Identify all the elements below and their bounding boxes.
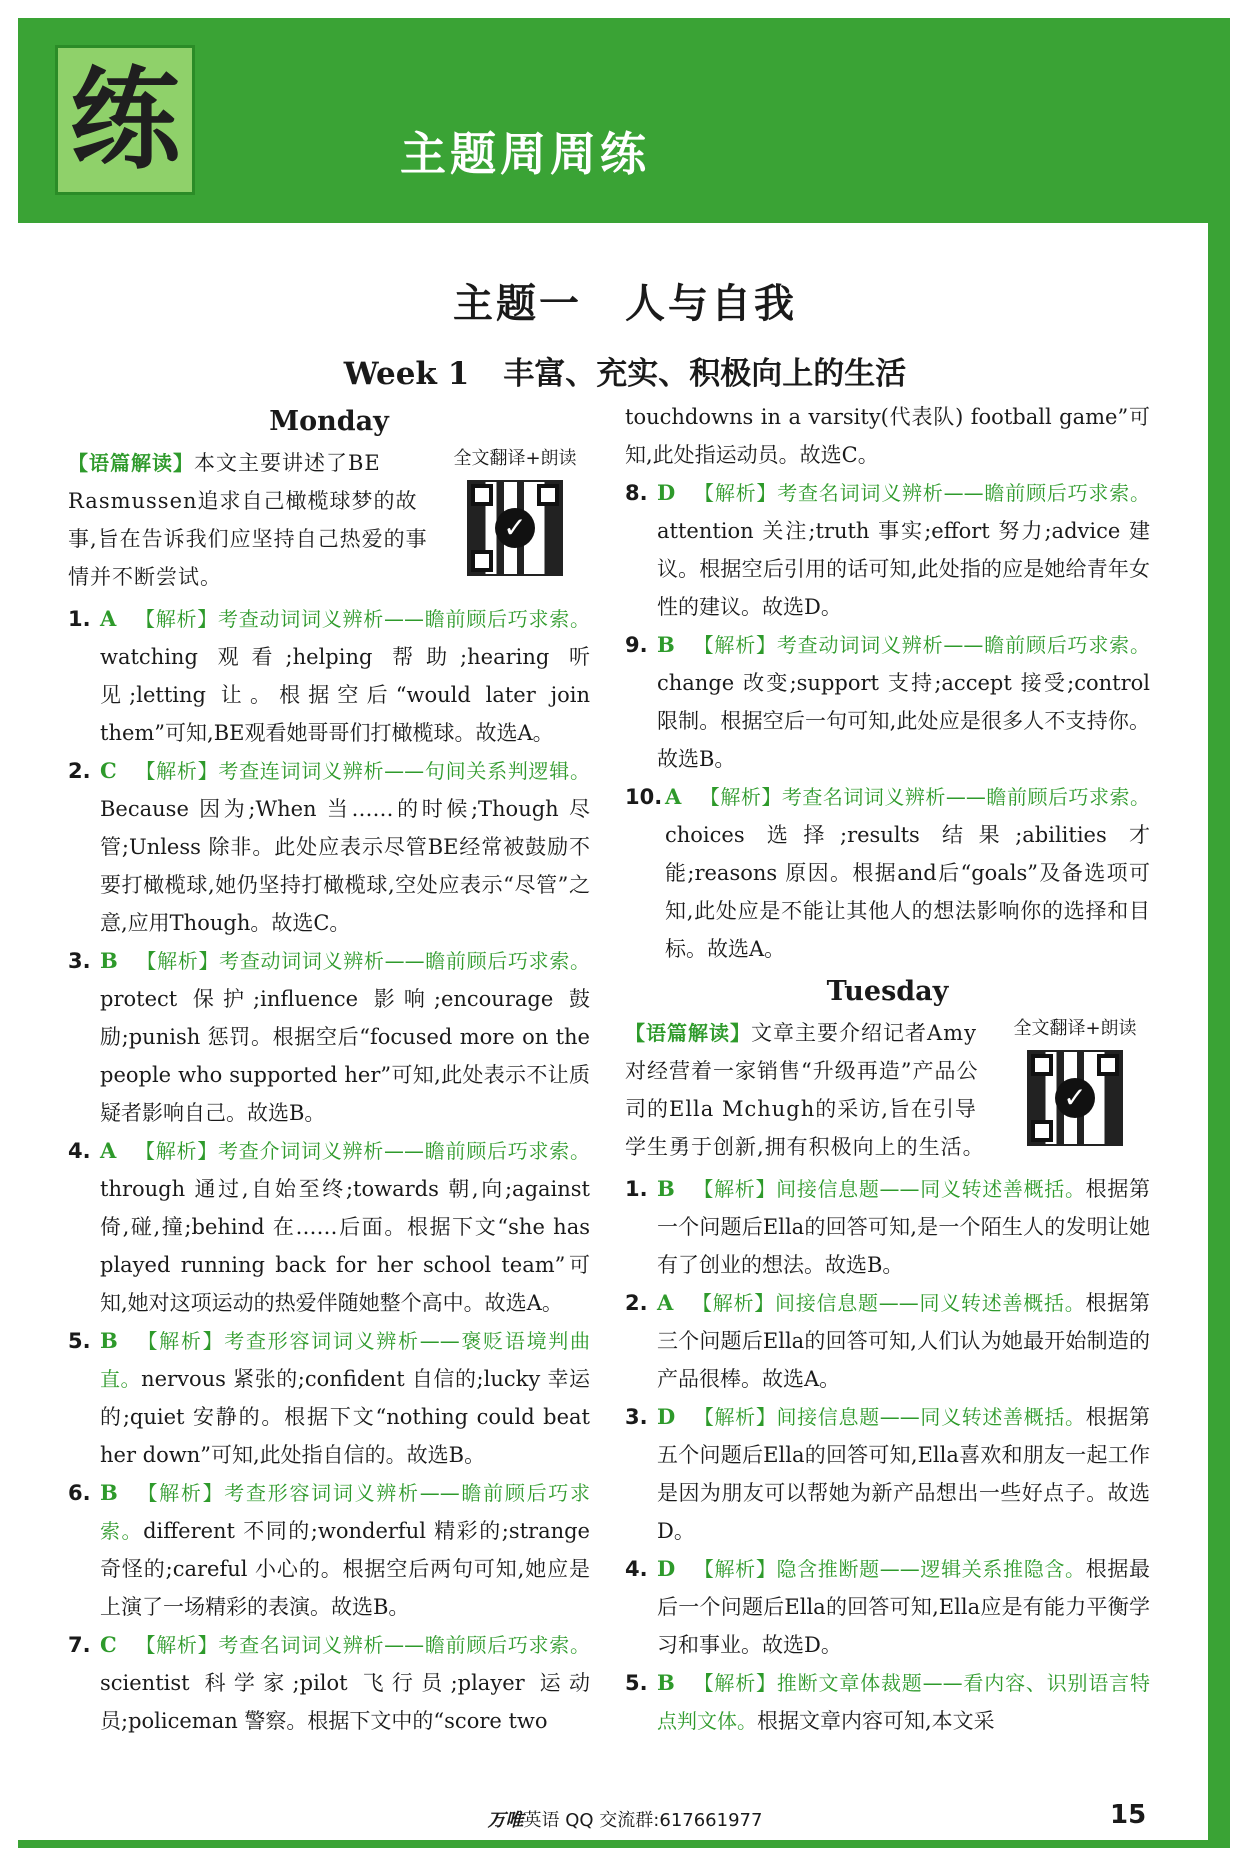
monday-heading: Monday bbox=[269, 406, 389, 437]
qr-finder-icon bbox=[1031, 1054, 1053, 1076]
item-answer: C bbox=[100, 1632, 117, 1657]
qr-code-icon[interactable] bbox=[467, 480, 563, 576]
qr-label: 全文翻译+朗读 bbox=[453, 448, 577, 469]
item-tip: 【解析】考查名词词义辨析——瞻前顾后巧求索。 bbox=[699, 785, 1150, 809]
intro-tag: 【语篇解读】 bbox=[68, 451, 194, 475]
item-text: different 不同的;wonderful 精彩的;strange 奇怪的;careful 小心的。根据空后两句可知,她应是上演了一场精彩的表演。故选B。 bbox=[100, 1519, 590, 1619]
item-number: 7. bbox=[68, 1633, 91, 1657]
item-tip: 【解析】考查介词词义辨析——瞻前顾后巧求索。 bbox=[134, 1139, 590, 1163]
right-column bbox=[625, 398, 1150, 1740]
item-tip: 【解析】考查动词词义辨析——瞻前顾后巧求索。 bbox=[134, 607, 590, 631]
item-answer: D bbox=[657, 480, 676, 505]
item-tip: 【解析】考查动词词义辨析——瞻前顾后巧求索。 bbox=[692, 633, 1150, 657]
item-answer: B bbox=[657, 1670, 675, 1695]
intro-body: 本文主要讲述了BE Rasmussen追求自己橄榄球梦的故事,旨在告诉我们应坚持自己热爱的事情并不断尝试。 bbox=[68, 451, 428, 589]
item-text: 根据文章内容可知,本文采 bbox=[757, 1709, 995, 1733]
qr-label: 全文翻译+朗读 bbox=[1013, 1018, 1137, 1039]
item-answer: B bbox=[657, 632, 675, 657]
item-number: 6. bbox=[68, 1481, 91, 1505]
qr-finder-icon bbox=[1031, 1120, 1053, 1142]
monday-intro bbox=[68, 444, 590, 600]
practice-logo bbox=[55, 45, 195, 195]
answer-item bbox=[625, 778, 1150, 968]
answer-item bbox=[625, 1398, 1150, 1550]
answer-item bbox=[68, 1322, 590, 1474]
item-number: 1. bbox=[625, 1177, 648, 1201]
item-number: 8. bbox=[625, 481, 648, 505]
check-icon: ✓ bbox=[495, 508, 535, 548]
footer-text: 英语 QQ 交流群:617661977 bbox=[523, 1810, 763, 1831]
item-tip: 【解析】考查连词词义辨析——句间关系判逻辑。 bbox=[134, 759, 590, 783]
theme-title: 主题一 人与自我 bbox=[453, 281, 797, 327]
qr-finder-icon bbox=[471, 484, 493, 506]
item-body bbox=[657, 626, 1150, 778]
item-answer: C bbox=[100, 758, 117, 783]
item-tip: 【解析】考查名词词义辨析——瞻前顾后巧求索。 bbox=[693, 481, 1150, 505]
item-tip: 【解析】间接信息题——同义转述善概括。 bbox=[692, 1177, 1086, 1201]
item-tip: 【解析】间接信息题——同义转述善概括。 bbox=[693, 1405, 1086, 1429]
answer-item bbox=[68, 600, 590, 752]
page-number: 15 bbox=[1110, 1800, 1147, 1830]
item-text: 根据最后一个问题后Ella的回答可知,Ella应是有能力平衡学习和事业。故选D。 bbox=[657, 1557, 1150, 1657]
item-text: attention 关注;truth 事实;effort 努力;advice 建议。根据空后引用的话可知,此处指的应是她给青年女性的建议。故选D。 bbox=[657, 519, 1150, 619]
item-number: 5. bbox=[68, 1329, 91, 1353]
item-7-continuation: touchdowns in a varsity(代表队) football game”可知,此处指运动员。故选C。 bbox=[625, 405, 1150, 467]
item-body bbox=[657, 474, 1150, 626]
item-tip: 【解析】考查动词词义辨析——瞻前顾后巧求索。 bbox=[135, 949, 590, 973]
footer bbox=[0, 1806, 1250, 1832]
item-tip: 【解析】考查形容词词义辨析——褒贬语境判曲直。 bbox=[100, 1329, 590, 1391]
answer-item bbox=[625, 1550, 1150, 1664]
item-number: 2. bbox=[625, 1291, 648, 1315]
answer-item bbox=[625, 1284, 1150, 1398]
item-tip: 【解析】考查形容词词义辨析——瞻前顾后巧求索。 bbox=[100, 1481, 590, 1543]
item-text: 根据第一个问题后Ella的回答可知,是一个陌生人的发明让她有了创业的想法。故选B。 bbox=[657, 1177, 1151, 1277]
tuesday-intro bbox=[625, 1014, 1150, 1170]
monday-qr[interactable] bbox=[440, 444, 590, 576]
item-text: nervous 紧张的;confident 自信的;lucky 幸运的;quiet 安静的。根据下文“nothing could beat her down”可知,此处指自信的。故选B。 bbox=[100, 1367, 590, 1467]
item-answer: D bbox=[657, 1556, 676, 1581]
item-answer: A bbox=[657, 1290, 674, 1315]
check-icon: ✓ bbox=[1055, 1078, 1095, 1118]
tuesday-qr[interactable] bbox=[1000, 1014, 1150, 1146]
footer-brand: 万唯 bbox=[487, 1810, 524, 1831]
qr-finder-icon bbox=[471, 550, 493, 572]
qr-code-icon[interactable] bbox=[1027, 1050, 1123, 1146]
item-tip: 【解析】考查名词词义辨析——瞻前顾后巧求索。 bbox=[134, 1633, 590, 1657]
item-tip: 【解析】隐含推断题——逻辑关系推隐含。 bbox=[693, 1557, 1086, 1581]
item-text: 根据第五个问题后Ella的回答可知,Ella喜欢和朋友一起工作是因为朋友可以帮她为新产品想出一些好点子。故选D。 bbox=[657, 1405, 1150, 1543]
intro-tag: 【语篇解读】 bbox=[625, 1021, 751, 1045]
item-body bbox=[665, 778, 1150, 968]
answer-item bbox=[68, 1474, 590, 1626]
item-body bbox=[657, 1284, 1150, 1398]
item-text: protect 保护;influence 影响;encourage 鼓励;punish 惩罚。根据空后“focused more on the people who supported her”可知,此处表示不让质疑者影响自己。故选B。 bbox=[100, 987, 590, 1125]
item-answer: A bbox=[665, 784, 682, 809]
item-body bbox=[100, 600, 590, 752]
answer-item bbox=[68, 1626, 590, 1740]
tuesday-heading: Tuesday bbox=[826, 976, 949, 1007]
item-number: 4. bbox=[625, 1557, 648, 1581]
qr-finder-icon bbox=[537, 484, 559, 506]
item-text: choices 选择;results 结果;abilities 才能;reasons 原因。根据and后“goals”及备选项可知,此处应是不能让其他人的想法影响你的选择和目标。故选A。 bbox=[665, 823, 1150, 961]
item-number: 10. bbox=[625, 785, 663, 809]
week-label: Week 1 bbox=[343, 356, 470, 392]
bottom-border bbox=[18, 1840, 1230, 1848]
item-number: 3. bbox=[625, 1405, 648, 1429]
week-title bbox=[0, 348, 1250, 393]
answer-item bbox=[625, 626, 1150, 778]
answer-item bbox=[68, 752, 590, 942]
item-text: Because 因为;When 当……的时候;Though 尽管;Unless 除非。此处应表示尽管BE经常被鼓励不要打橄榄球,她仍坚持打橄榄球,空处应表示“尽管”之意,应用Though。故选C。 bbox=[100, 797, 590, 935]
item-body bbox=[657, 1170, 1150, 1284]
item-answer: B bbox=[100, 1328, 118, 1353]
answer-item bbox=[625, 1170, 1150, 1284]
item-number: 4. bbox=[68, 1139, 91, 1163]
answer-item bbox=[625, 1664, 1150, 1740]
item-answer: B bbox=[100, 948, 118, 973]
left-column bbox=[68, 398, 590, 1740]
item-body bbox=[100, 1322, 590, 1474]
item-body bbox=[657, 1664, 1150, 1740]
monday-intro-text bbox=[68, 444, 430, 596]
qr-finder-icon bbox=[1097, 1054, 1119, 1076]
item-number: 5. bbox=[625, 1671, 648, 1695]
item-answer: A bbox=[100, 1138, 117, 1163]
week-subtitle: 丰富、充实、积极向上的生活 bbox=[503, 356, 907, 392]
item-number: 3. bbox=[68, 949, 91, 973]
item-tip: 【解析】间接信息题——同义转述善概括。 bbox=[691, 1291, 1086, 1315]
item-text: watching 观看;helping 帮助;hearing 听见;letting 让。根据空后“would later join them”可知,BE观看她哥哥们打橄榄球。故选A。 bbox=[100, 645, 590, 745]
item-answer: B bbox=[657, 1176, 675, 1201]
item-number: 2. bbox=[68, 759, 91, 783]
logo-character: 练 bbox=[70, 56, 180, 184]
item-text: scientist 科学家;pilot 飞行员;player 运动员;policeman 警察。根据下文中的“score two bbox=[100, 1671, 590, 1733]
item-text: through 通过,自始至终;towards 朝,向;against 倚,碰,撞;behind 在……后面。根据下文“she has played running back for her school team”可知,她对这项运动的热爱伴随她整个高中。故选A。 bbox=[100, 1177, 590, 1315]
item-answer: B bbox=[100, 1480, 118, 1505]
intro-body: 文章主要介绍记者Amy对经营着一家销售“升级再造”产品公司的Ella Mchugh的采访,旨在引导学生勇于创新,拥有积极向上的生活。 bbox=[625, 1021, 985, 1159]
answer-item bbox=[625, 474, 1150, 626]
item-tip: 【解析】推断文章体裁题——看内容、识别语言特点判文体。 bbox=[657, 1671, 1150, 1733]
item-body bbox=[100, 1626, 590, 1740]
tuesday-intro-text bbox=[625, 1014, 987, 1166]
item-body bbox=[100, 942, 590, 1132]
item-number: 1. bbox=[68, 607, 91, 631]
answer-item bbox=[68, 1132, 590, 1322]
item-body bbox=[657, 1550, 1150, 1664]
item-answer: A bbox=[100, 606, 117, 631]
item-text: 根据第三个问题后Ella的回答可知,人们认为她最开始制造的产品很棒。故选A。 bbox=[657, 1291, 1151, 1391]
item-body bbox=[100, 752, 590, 942]
banner-title: 主题周周练 bbox=[400, 127, 650, 181]
item-body bbox=[100, 1474, 590, 1626]
item-answer: D bbox=[657, 1404, 676, 1429]
item-number: 9. bbox=[625, 633, 648, 657]
answer-item bbox=[68, 942, 590, 1132]
item-body bbox=[657, 1398, 1150, 1550]
item-text: change 改变;support 支持;accept 接受;control 限制。根据空后一句可知,此处应是很多人不支持你。故选B。 bbox=[657, 671, 1150, 771]
item-body bbox=[100, 1132, 590, 1322]
